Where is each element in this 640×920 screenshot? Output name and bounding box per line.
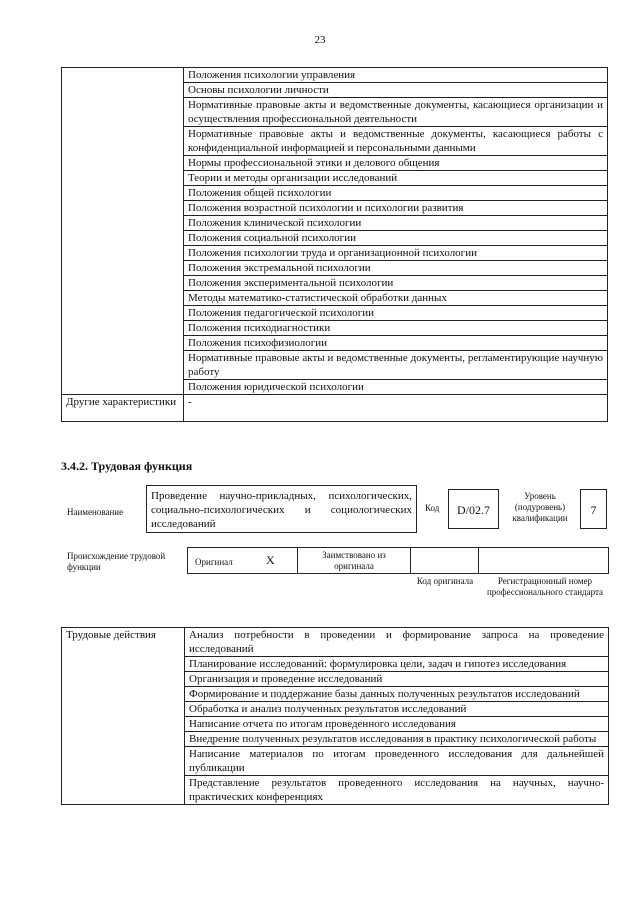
row-value: Обработка и анализ полученных результатов исследований [185,702,609,717]
origin-divider [410,547,411,574]
row-value: Написание отчета по итогам проведенного исследования [185,717,609,732]
row-value: Нормативные правовые акты и ведомственные документы, касающиеся работы с конфиденциальной информацией и персональными данными [184,127,608,156]
code-label: Код [425,503,440,513]
row-value: Положения социальной психологии [184,231,608,246]
code-caption: Код оригинала [416,576,474,586]
row-value: Формирование и поддержание базы данных полученных результатов исследований [185,687,609,702]
row-value: Нормативные правовые акты и ведомственные документы, регламентирующие научную работу [184,351,608,380]
row-value: Внедрение полученных результатов исследования в практику психологической работы [185,732,609,747]
name-label: Наименование [67,507,124,517]
row-value: Положения возрастной психологии и психологии развития [184,201,608,216]
actions-table [61,627,609,805]
original-label: Оригинал [195,557,233,567]
level-label: Уровень (подуровень) квалификации [512,491,568,523]
other-characteristics-row [62,395,608,422]
row-label: Трудовые действия [62,628,185,805]
row-value: Положения клинической психологии [184,216,608,231]
row-value: Теории и методы организации исследований [184,171,608,186]
row-value: Положения психофизиологии [184,336,608,351]
original-mark: X [266,553,275,567]
row-value: Положения психологии управления [184,68,608,83]
row-value: Планирование исследований: формулировка цели, задач и гипотез исследования [185,657,609,672]
row-value: Положения экспериментальной психологии [184,276,608,291]
other-value: - [184,395,608,422]
row-value: Организация и проведение исследований [185,672,609,687]
origin-divider [297,547,298,574]
row-value: Положения психодиагностики [184,321,608,336]
row-label [62,68,184,395]
section-heading: 3.4.2. Трудовая функция [61,459,193,473]
origin-divider [478,547,479,574]
function-name: Проведение научно-прикладных, психологических, социально-психологических и социологических исследований [146,485,417,533]
reg-caption: Регистрационный номер профессионального стандарта [486,576,604,597]
other-label: Другие характеристики [62,395,184,422]
row-value: Методы математико-статистической обработки данных [184,291,608,306]
row-value: Представление результатов проведенного исследования на научных, научно-практических конференциях [185,776,609,805]
borrowed-label: Заимствовано из оригинала [322,550,386,571]
row-value: Написание материалов по итогам проведенного исследования для дальнейшей публикации [185,747,609,776]
row-value: Нормы профессиональной этики и делового общения [184,156,608,171]
origin-label: Происхождение трудовой функции [67,551,166,572]
function-code: D/02.7 [448,489,499,529]
level-value: 7 [580,489,607,529]
row-value: Положения психологии труда и организационной психологии [184,246,608,261]
row-value: Анализ потребности в проведении и формирование запроса на проведение исследований [185,628,609,657]
knowledge-item [62,68,608,83]
row-value: Положения юридической психологии [184,380,608,395]
row-value: Положения общей психологии [184,186,608,201]
row-value: Положения экстремальной психологии [184,261,608,276]
row-value: Положения педагогической психологии [184,306,608,321]
page-number: 23 [314,34,326,46]
knowledge-table [61,67,608,422]
action-item [62,628,609,657]
row-value: Нормативные правовые акты и ведомственные документы, касающиеся организации и осуществления профессиональной деятельности [184,98,608,127]
row-value: Основы психологии личности [184,83,608,98]
